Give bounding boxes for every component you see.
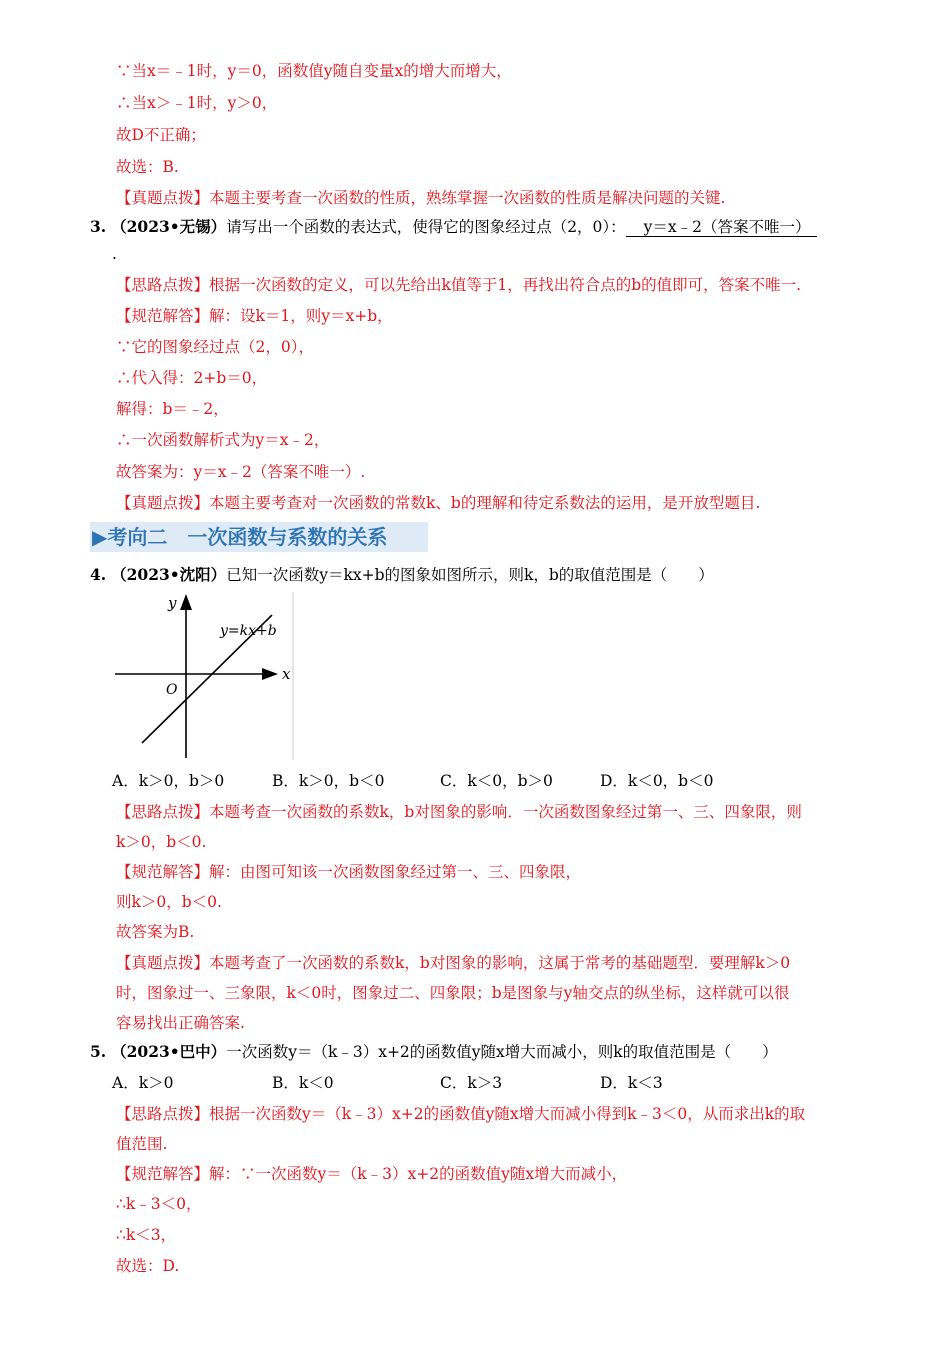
q5-option-a: A．k＞0 xyxy=(112,1074,174,1092)
q4-option-a: A．k＞0，b＞0 xyxy=(112,772,225,790)
q3-period: . xyxy=(112,245,117,263)
q5-stem-line xyxy=(90,1041,778,1063)
q5-source: （2023•巴中） xyxy=(111,1042,227,1061)
q4-linear-graph xyxy=(112,590,297,762)
y-axis-arrow xyxy=(180,594,192,610)
q2-d-wrong-line: 故D不正确； xyxy=(116,126,206,144)
q4-solution-1: 【规范解答】解：由图可知该一次函数图象经过第一、三、四象限， xyxy=(116,863,582,881)
q4-solution-3: 故答案为B. xyxy=(116,923,195,941)
x-axis-label: x xyxy=(282,665,291,683)
q5-stem: 一次函数y＝（k﹣3）x+2的函数值y随x增大而减小，则k的取值范围是（ ） xyxy=(226,1043,778,1061)
q2-answer-line: 故选：B. xyxy=(116,158,179,176)
origin-label: O xyxy=(166,682,178,698)
q3-solution-5: ∴一次函数解析式为y＝x﹣2， xyxy=(116,431,330,449)
q3-stem: 请写出一个函数的表达式，使得它的图象经过点（2，0）： xyxy=(226,218,626,236)
q3-source: （2023•无锡） xyxy=(111,217,227,236)
q4-option-d: D．k＜0，b＜0 xyxy=(600,772,714,790)
q5-option-b: B．k＜0 xyxy=(272,1074,334,1092)
q2-note: 【真题点拨】本题主要考查一次函数的性质，熟练掌握一次函数的性质是解决问题的关键. xyxy=(116,189,726,207)
q4-number: 4. xyxy=(90,565,107,584)
q3-number: 3. xyxy=(90,217,107,236)
q4-idea-1: 【思路点拨】本题考查一次函数的系数k，b对图象的影响．一次函数图象经过第一、三、四象限，则 xyxy=(116,803,802,821)
q4-stem: 已知一次函数y＝kx+b的图象如图所示，则k，b的取值范围是（ ） xyxy=(226,566,714,584)
q4-idea-2: k＞0，b＜0. xyxy=(116,833,207,851)
q3-solution-1: 【规范解答】解：设k＝1，则y＝x+b， xyxy=(116,307,393,325)
x-axis-arrow xyxy=(262,668,278,680)
q3-solution-2: ∵它的图象经过点（2，0）， xyxy=(116,338,314,356)
q4-note-2: 时，图象过一、三象限，k＜0时，图象过二、四象限；b是图象与y轴交点的纵坐标，这样就可以很 xyxy=(116,984,790,1002)
q5-idea-1: 【思路点拨】根据一次函数y＝（k﹣3）x+2的函数值y随x增大而减小得到k﹣3＜0，从而求出k的取 xyxy=(116,1105,806,1123)
q4-note-3: 容易找出正确答案. xyxy=(116,1014,245,1032)
q5-solution-4: 故选：D. xyxy=(116,1257,180,1275)
q3-solution-4: 解得：b＝﹣2， xyxy=(116,400,229,418)
q5-option-d: D．k＜3 xyxy=(600,1074,663,1092)
q5-solution-1: 【规范解答】解：∵一次函数y＝（k﹣3）x+2的函数值y随x增大而减小， xyxy=(116,1165,628,1183)
q3-note: 【真题点拨】本题主要考查对一次函数的常数k、b的理解和待定系数法的运用，是开放型题目. xyxy=(116,494,761,512)
q4-solution-2: 则k＞0，b＜0. xyxy=(116,893,222,911)
q5-idea-2: 值范围. xyxy=(116,1135,168,1153)
q5-solution-3: ∴k＜3， xyxy=(116,1226,177,1244)
q4-option-b: B．k＞0，b＜0 xyxy=(272,772,385,790)
section-header: ▶考向二 一次函数与系数的关系 xyxy=(90,522,428,552)
q2-reason-line: ∵当x＝﹣1时，y＝0，函数值y随自变量x的增大而增大， xyxy=(116,62,512,80)
q5-number: 5. xyxy=(90,1042,107,1061)
q3-stem-line xyxy=(90,216,817,238)
q4-source: （2023•沈阳） xyxy=(111,565,227,584)
q3-solution-3: ∴代入得：2+b＝0， xyxy=(116,369,268,387)
q3-answer-blank: y＝x﹣2（答案不唯一） xyxy=(626,218,817,237)
q2-conclusion-line: ∴当x＞﹣1时，y＞0， xyxy=(116,94,278,112)
q4-note-1: 【真题点拨】本题考查了一次函数的系数k，b对图象的影响，这属于常考的基础题型．要理解k＞0 xyxy=(116,954,791,972)
q4-stem-line xyxy=(90,564,714,586)
q3-solution-6: 故答案为：y＝x﹣2（答案不唯一）. xyxy=(116,463,366,481)
q4-option-c: C．k＜0，b＞0 xyxy=(440,772,553,790)
y-axis-label: y xyxy=(168,594,177,612)
q5-solution-2: ∴k﹣3＜0， xyxy=(116,1195,202,1213)
q5-option-c: C．k＞3 xyxy=(440,1074,503,1092)
q3-idea: 【思路点拨】根据一次函数的定义，可以先给出k值等于1，再找出符合点的b的值即可，答案不唯一. xyxy=(116,276,802,294)
line-equation-label: y=kx+b xyxy=(220,623,277,639)
